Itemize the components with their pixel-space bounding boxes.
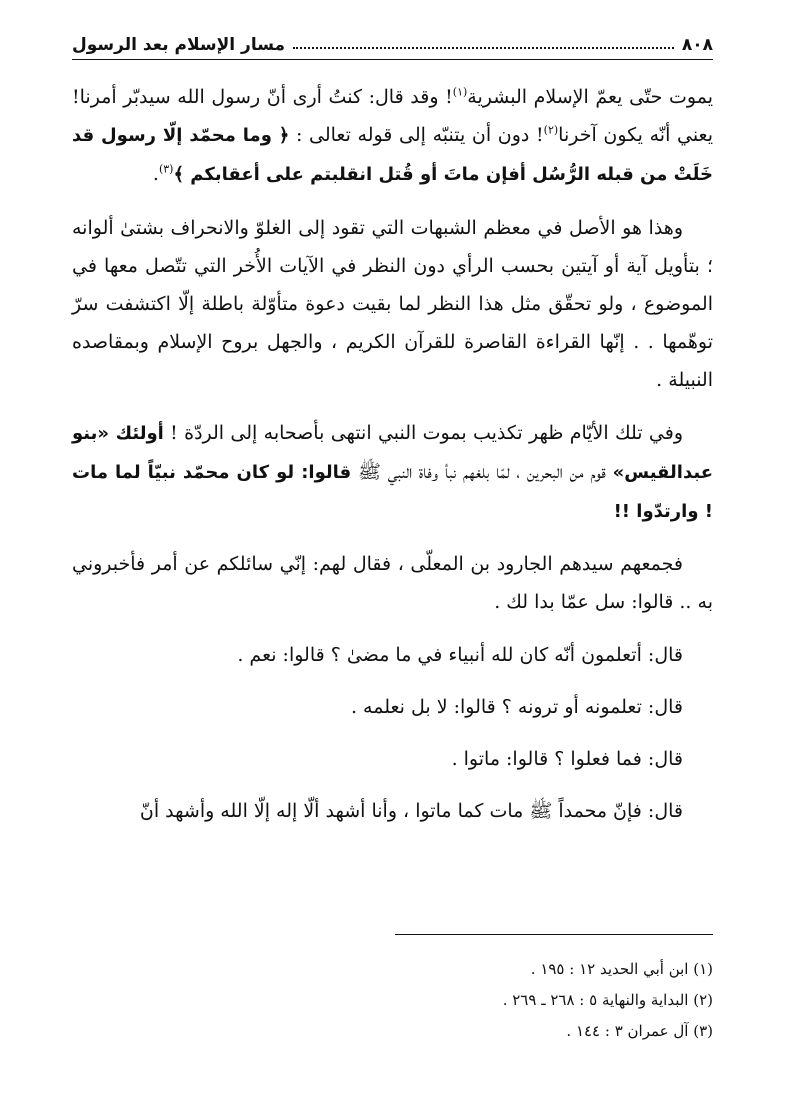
bold-segment: أولئك «بنو عبدالقيس» bbox=[72, 422, 713, 483]
footnote-divider bbox=[395, 934, 713, 935]
footnote-3: (٣) آل عمران ٣ : ١٤٤ . bbox=[566, 1022, 713, 1040]
footnote-2: (٢) البداية والنهاية ٥ : ٢٦٨ ـ ٢٦٩ . bbox=[502, 991, 713, 1009]
bold-segment: قالوا: لو كان محمّد نبيّاً لما مات ! وارتدّوا !! bbox=[72, 461, 713, 523]
text-segment: قوم من البحرين ، لمّا بلغهم نبأ وفاة النبي ﷺ bbox=[351, 460, 613, 483]
dialog-line-1: قال: أتعلمون أنّه كان لله أنبياء في ما مضىٰ ؟ قالوا: نعم . bbox=[237, 643, 683, 666]
text-segment: ! وقد قال: كنتُ أرى أنّ رسول الله سيدبّر أمرنا! يعني أنّه يكون آخرنا bbox=[72, 86, 714, 147]
header-dot-leader bbox=[293, 47, 674, 49]
page-number: ٨٠٨ bbox=[681, 35, 713, 55]
footnote-ref-2: (٢) bbox=[543, 123, 559, 137]
dialog-line-4: قال: فإنّ محمداً ﷺ مات كما ماتوا ، وأنا أشهد ألّا إله إلّا الله وأشهد أنّ bbox=[139, 800, 683, 823]
running-title: مسار الإسلام بعد الرسول bbox=[72, 35, 286, 55]
dialog-line-3: قال: فما فعلوا ؟ قالوا: ماتوا . bbox=[451, 748, 683, 771]
footnote-ref-3: (٣) bbox=[158, 163, 174, 177]
quran-verse: ﴿ وما محمّد إلّا رسول قد خَلَتْ من قبله الرُّسُل أفإن ماتَ أو قُتل انقلبتم على أعقابكم ﴾ bbox=[72, 125, 713, 186]
paragraph-3 bbox=[72, 414, 713, 532]
main-text bbox=[72, 78, 713, 844]
footnote-1: (١) ابن أبي الحديد ١٢ : ١٩٥ . bbox=[530, 960, 713, 978]
dialog-line-2: قال: تعلمونه أو ترونه ؟ قالوا: لا بل نعلمه . bbox=[350, 695, 683, 718]
paragraph-2: وهذا هو الأصل في معظم الشبهات التي تقود إلى الغلوّ والانحراف بشتىٰ ألوانه ؛ بتأويل آية أو آيتين بحسب الرأي دون النظر في الآيات الأُخر التي تتّصل معها في الموضوع ، ولو تحقّق مثل هذا النظر لما بقيت دعوة متأوّلة باطلة إلّا اكتشفت سرّ توهّمها . . إنّها القراءة القاصرة للقرآن الكريم ، والجهل بروح الإسلام وبمقاصده النبيلة . bbox=[72, 216, 713, 392]
text-segment: . bbox=[152, 163, 159, 186]
text-segment: ! دون أن يتنبّه إلى قوله تعالى : bbox=[289, 124, 544, 147]
footnotes bbox=[72, 954, 713, 1047]
paragraph-1 bbox=[72, 78, 713, 195]
running-header bbox=[72, 26, 713, 60]
footnote-ref-1: (١) bbox=[452, 85, 468, 99]
text-segment: وفي تلك الأيّام ظهر تكذيب بموت النبي انتهى بأصحابه إلى الردّة ! bbox=[163, 421, 683, 444]
paragraph-4: فجمعهم سيدهم الجارود بن المعلّى ، فقال لهم: إنّي سائلكم عن أمر فأخبروني به .. قالوا: سل عمّا بدا لك . bbox=[72, 553, 713, 614]
text-segment: يموت حتّى يعمّ الإسلام البشرية bbox=[467, 86, 713, 108]
